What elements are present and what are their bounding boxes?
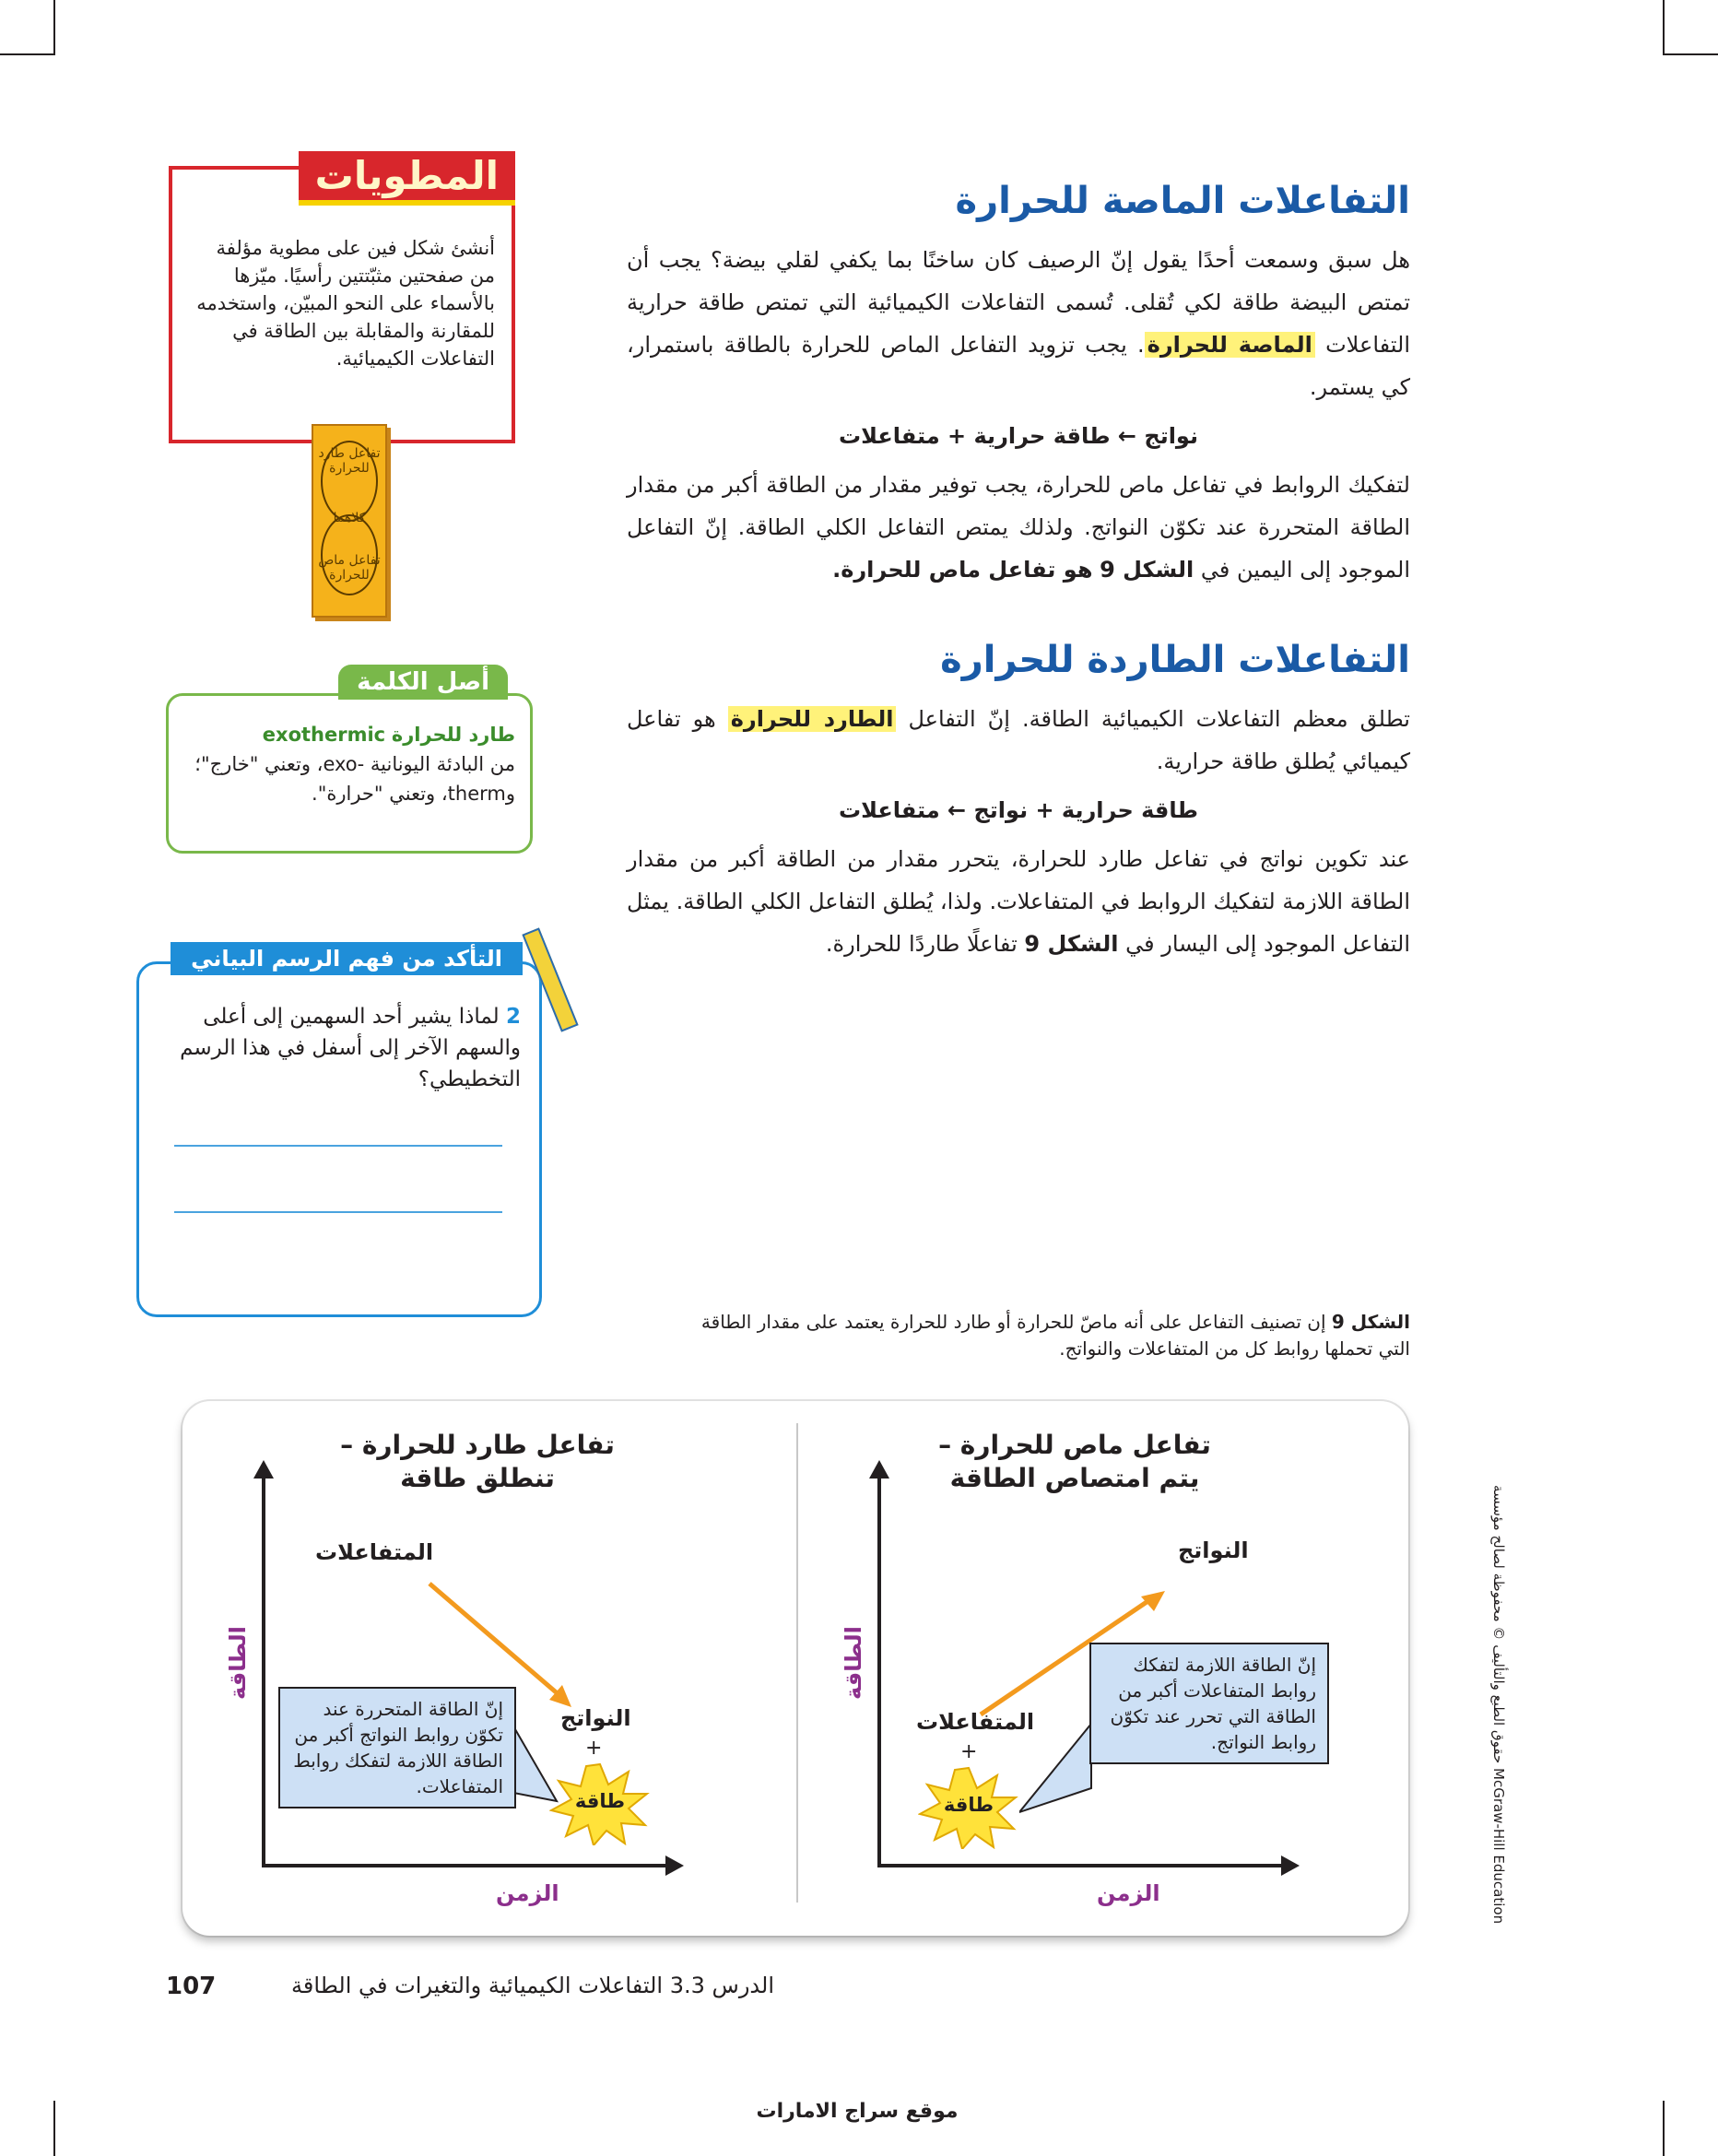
callout-pointer bbox=[509, 1709, 564, 1810]
text-span: هو تفاعل كيميائي يُطلق طاقة حرارية. bbox=[627, 706, 1410, 774]
plus-sign: + bbox=[585, 1737, 603, 1760]
pencil-icon bbox=[522, 927, 578, 1031]
products-label: النواتج bbox=[1178, 1537, 1249, 1563]
lesson-title: الدرس 3.3 التفاعلات الكيميائية والتغيرات في الطاقة bbox=[291, 1973, 774, 1998]
graph-check-question bbox=[158, 1001, 521, 1095]
question-text: لماذا يشير أحد السهمين إلى أعلى والسهم الآخر إلى أسفل في هذا الرسم التخطيطي؟ bbox=[180, 1005, 521, 1091]
term-exothermic: الطارد للحرارة bbox=[728, 706, 897, 732]
paragraph-endothermic-intro bbox=[627, 239, 1410, 408]
site-name: موقع سراج الامارات bbox=[756, 2100, 959, 2123]
answer-line[interactable] bbox=[174, 1211, 502, 1213]
time-axis bbox=[262, 1864, 667, 1867]
energy-axis bbox=[262, 1477, 265, 1867]
foldables-box bbox=[169, 153, 515, 443]
crop-mark bbox=[0, 53, 55, 55]
graph-check-tab: التأكد من فهم الرسم البياني bbox=[171, 942, 523, 975]
equation-exothermic: طاقة حرارية + نواتج ← متفاعلات bbox=[839, 797, 1198, 823]
foldable-booklet-illustration bbox=[312, 424, 387, 618]
reactants-label: المتفاعلات bbox=[916, 1709, 1035, 1735]
text-span: هو تفاعل ماص للحرارة. bbox=[832, 557, 1093, 583]
term-arabic: طارد للحرارة bbox=[391, 724, 515, 746]
energy-axis bbox=[877, 1477, 881, 1867]
word-origin-tab: أصل الكلمة bbox=[338, 665, 508, 700]
crop-mark bbox=[1663, 0, 1665, 55]
figure-9-energy-diagrams bbox=[182, 1401, 1408, 1936]
figure-caption bbox=[682, 1309, 1410, 1362]
energy-axis-label: الطاقة bbox=[225, 1626, 251, 1700]
crop-mark bbox=[53, 0, 55, 55]
endothermic-panel bbox=[798, 1401, 1408, 1936]
word-origin-text: من البادئة اليونانية -exo، وتعني "خارج"؛ وtherm، وتعني "حرارة". bbox=[194, 753, 515, 805]
crop-mark bbox=[1663, 53, 1718, 55]
energy-burst bbox=[549, 1762, 651, 1845]
word-origin-body bbox=[183, 720, 515, 808]
main-content bbox=[627, 180, 1410, 965]
energy-label: طاقة bbox=[574, 1790, 626, 1812]
term-endothermic: الماصة للحرارة bbox=[1145, 332, 1315, 358]
text-span: هل سبق وسمعت أحدًا يقول إنّ الرصيف كان ساخنًا بما يكفي لقلي بيضة؟ يجب أن تمتص البيضة طاقة لكي تُقلى. تُسمى التفاعلات الكيميائية التي تمتص طاقة حرارية التفاعلات bbox=[627, 247, 1410, 358]
word-origin-box bbox=[166, 668, 533, 854]
paragraph-exothermic-intro bbox=[627, 698, 1410, 783]
plus-sign: + bbox=[960, 1740, 978, 1763]
question-number: 2 bbox=[505, 1005, 521, 1029]
term-english: exothermic bbox=[262, 724, 386, 746]
page-number: 107 bbox=[166, 1973, 217, 2000]
paragraph-endothermic-bonds bbox=[627, 464, 1410, 591]
crop-mark bbox=[1663, 2101, 1665, 2156]
time-axis-label: الزمن bbox=[496, 1880, 559, 1906]
caption-label: الشكل 9 bbox=[1331, 1311, 1410, 1333]
figure-reference: الشكل 9 bbox=[1100, 557, 1194, 583]
endothermic-callout: إنّ الطاقة اللازمة لتفكك روابط المتفاعلات أكبر من الطاقة التي تحرر عند تكوّن روابط النواتج. bbox=[1089, 1643, 1329, 1764]
time-axis bbox=[877, 1864, 1283, 1867]
endothermic-title: تفاعل ماص للحرارة – يتم امتصاص الطاقة bbox=[938, 1430, 1211, 1493]
booklet-label-middle: كلاهما bbox=[333, 511, 366, 525]
products-label: النواتج bbox=[560, 1705, 631, 1731]
exothermic-callout: إنّ الطاقة المتحررة عند تكوّن روابط النواتج أكبر من الطاقة اللازمة لتفكك روابط المتفاعلات. bbox=[278, 1687, 516, 1808]
copyright-notice bbox=[1480, 1484, 1517, 1936]
reactants-label: المتفاعلات bbox=[315, 1539, 434, 1565]
crop-mark bbox=[53, 2101, 55, 2156]
exothermic-title: تفاعل طارد للحرارة – تنطلق طاقة bbox=[340, 1430, 615, 1493]
answer-line[interactable] bbox=[174, 1145, 502, 1147]
text-span: تفاعلًا طاردًا للحرارة. bbox=[825, 931, 1018, 957]
energy-label: طاقة bbox=[943, 1794, 994, 1816]
energy-burst bbox=[918, 1766, 1019, 1849]
equation-endothermic: نواتج ← طاقة حرارية + متفاعلات bbox=[839, 423, 1198, 449]
callout-pointer bbox=[1019, 1724, 1093, 1816]
copyright-text: حقوق الطبع والتأليف © محفوظة لصالح مؤسسة McGraw-Hill Education bbox=[1490, 1484, 1507, 1925]
text-span: تطلق معظم التفاعلات الكيميائية الطاقة. إنّ التفاعل bbox=[908, 706, 1410, 732]
energy-axis-label: الطاقة bbox=[841, 1626, 866, 1700]
text-span: . يجب تزويد التفاعل الماص للحرارة بالطاقة باستمرار، كي يستمر. bbox=[627, 332, 1410, 400]
caption-text: إن تصنيف التفاعل على أنه ماصّ للحرارة أو طارد للحرارة يعتمد على مقدار الطاقة التي تحملها روابط كل من المتفاعلات والنواتج. bbox=[700, 1311, 1410, 1360]
paragraph-exothermic-bonds bbox=[627, 838, 1410, 965]
foldables-title: المطويات bbox=[299, 151, 515, 206]
text-span: عند تكوين نواتج في تفاعل طارد للحرارة، يتحرر مقدار من الطاقة أكبر من مقدار الطاقة اللازمة لتفكيك الروابط في المتفاعلات. ولذا، يُطلق التفاعل الكلي الطاقة. يمثل التفاعل الموجود إلى اليسار في bbox=[627, 846, 1410, 957]
foldables-text: أنشئ شكل فين على مطوية مؤلفة من صفحتين مثبّتتين رأسيًا. ميّزها بالأسماء على النحو المبيّن، واستخدمه للمقارنة والمقابلة بين الطاقة في التفاعلات الكيميائية. bbox=[196, 237, 495, 370]
text-span: لتفكيك الروابط في تفاعل ماص للحرارة، يجب توفير مقدار من الطاقة أكبر من مقدار الطاقة المتحررة عند تكوّن النواتج. ولذلك يمتص التفاعل الكلي الطاقة. إنّ التفاعل الموجود إلى اليمين في bbox=[627, 472, 1410, 583]
graph-check-box bbox=[136, 946, 542, 1317]
exothermic-panel bbox=[182, 1401, 796, 1936]
heading-endothermic: التفاعلات الماصة للحرارة bbox=[955, 180, 1410, 222]
heading-exothermic: التفاعلات الطاردة للحرارة bbox=[940, 639, 1410, 681]
figure-reference: الشكل 9 bbox=[1024, 931, 1119, 957]
time-axis-label: الزمن bbox=[1097, 1880, 1160, 1906]
booklet-label-bottom: تفاعل ماص للحرارة bbox=[318, 553, 381, 583]
booklet-label-top: تفاعل طارد للحرارة bbox=[318, 446, 381, 476]
